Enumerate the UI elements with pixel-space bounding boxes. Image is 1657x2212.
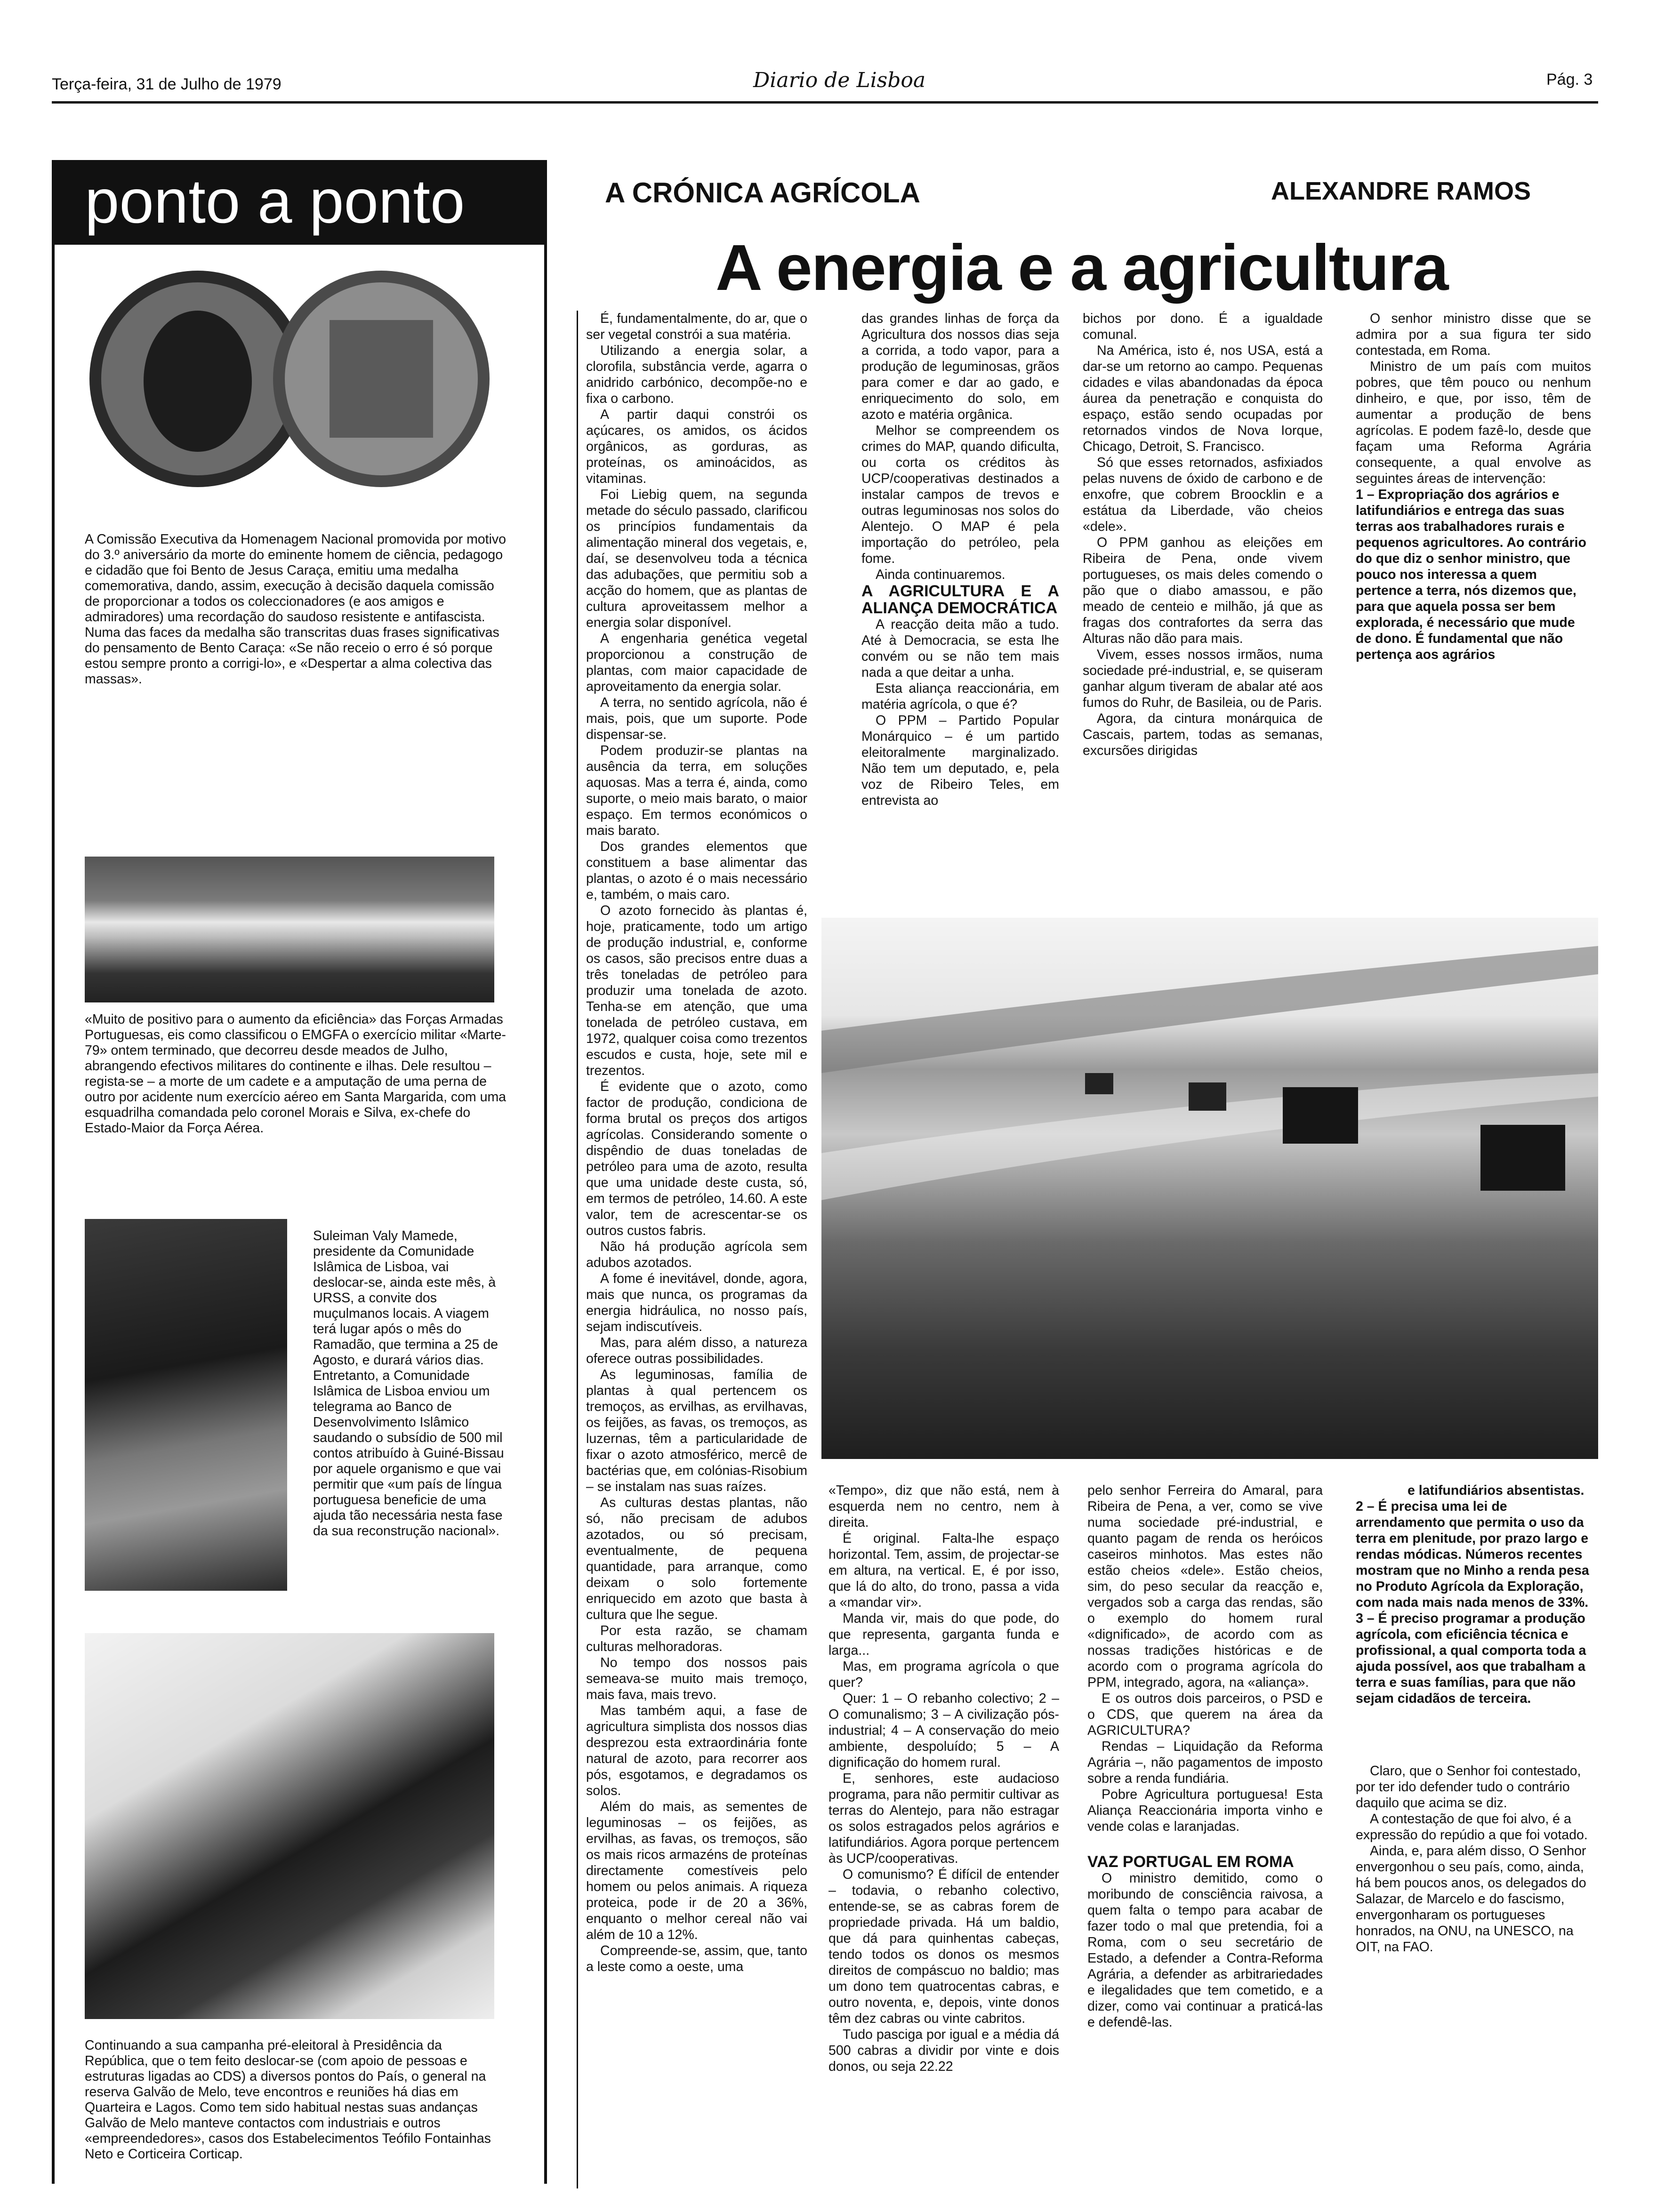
paragraph: Melhor se compreendem os crimes do MAP, quando dificulta, ou corta os créditos às UCP/cooperativas destinados a instalar campos de trevos e outras leguminosas nos solos do Alentejo. O MAP é pela importação do petróleo, pela fome. bbox=[861, 423, 1059, 566]
paragraph: Esta aliança reaccionária, em matéria agrícola, o que é? bbox=[861, 681, 1059, 712]
article-author: ALEXANDRE RAMOS bbox=[1271, 177, 1531, 205]
paragraph: pelo senhor Ferreira do Amaral, para Ribeira de Pena, a ver, como se vive numa sociedade pré-industrial, e quanto pagam de renda os heróicos caseiros minhotos. Mas estes não estão cheios «dele». Estão cheios, sim, do peso secular da reacção e, vergados sob a carga das rendas, são o exemplo do homem rural «dignificado», de acordo com as nossas tradições históricas e de acordo com o programa agrícola do PPM, integrado, agora, na «aliança». bbox=[1087, 1483, 1323, 1690]
paragraph: Ministro de um país com muitos pobres, que têm pouco ou nenhum dinheiro, e que, por isso, têm de aumentar a produção de bens agrícolas. E podem fazê-lo, desde que façam uma Reforma Agrária consequente, a qual envolve as seguintes áreas de intervenção: bbox=[1356, 359, 1591, 486]
paragraph: Mas também aqui, a fase de agricultura simplista dos nossos dias desprezou esta extraordinária fonte natural de azoto, para recorrer aos pós, esgotamos, e degradamos os solos. bbox=[586, 1703, 807, 1798]
paragraph: Tudo pasciga por igual e a média dá 500 cabras a dividir por vinte e dois donos, ou seja 22.22 bbox=[828, 2027, 1059, 2074]
harvest-photo bbox=[821, 918, 1598, 1459]
paragraph: Pobre Agricultura portuguesa! Esta Aliança Reaccionária importa vinho e vende colas e laranjadas. bbox=[1087, 1787, 1323, 1834]
paragraph: das grandes linhas de força da Agricultura dos nossos dias seja a corrida, a todo vapor, para a produção de leguminosas, grãos para comer e dar ao gado, e enriquecimento do solo, em azoto e matéria orgânica. bbox=[861, 311, 1059, 422]
paragraph: É, fundamentalmente, do ar, que o ser vegetal constrói a sua matéria. bbox=[586, 311, 807, 342]
article-headline: A energia e a agricultura bbox=[716, 232, 1448, 304]
paragraph: Podem produzir-se plantas na ausência da terra, em soluções aquosas. Mas a terra é, ainda, como suporte, o meio mais barato, o maior espaço. Em termos económicos o mais barato. bbox=[586, 743, 807, 838]
paragraph: O PPM – Partido Popular Monárquico – é um partido eleitoralmente marginalizado. Não tem um deputado, e, pela voz de Ribeiro Teles, em entrevista ao bbox=[861, 713, 1059, 808]
paragraph: Por esta razão, se chamam culturas melhoradoras. bbox=[586, 1623, 807, 1654]
paragraph: Rendas – Liquidação da Reforma Agrária –, não pagamentos de imposto sobre a renda fundiária. bbox=[1087, 1739, 1323, 1786]
paragraph: Vivem, esses nossos irmãos, numa sociedade pré-industrial, e, se quiseram ganhar algum tiveram de abalar até aos fumos do Ruhr, de Basileia, ou de Paris. bbox=[1083, 647, 1323, 710]
paragraph: As leguminosas, família de plantas à qual pertencem os tremoços, as ervilhas, as ervilhavas, os feijões, as favas, os tremoços, as luzernas, têm a particularidade de fixar o azoto atmosférico, mercê de bactérias que, em colónias-Risobium – se instalam nas suas raízes. bbox=[586, 1367, 807, 1494]
paragraph: Compreende-se, assim, que, tanto a leste como a oeste, uma bbox=[586, 1943, 807, 1974]
header-rule bbox=[52, 101, 1598, 104]
exercise-photo bbox=[85, 857, 494, 1002]
paragraph: O comunismo? É difícil de entender – todavia, o rebanho colectivo, entende-se, se as cabras forem de propriedade privada. Há um baldio, que dá para quinhentas cabeças, tendo todos os donos os mesmos direitos de compáscuo no baldio; mas um dono tem quatrocentas cabras, e outro noventa, e, depois, vinte donos têm dez cabras ou vinte cabritos. bbox=[828, 1867, 1059, 2026]
article-column-2-bottom bbox=[828, 1483, 1059, 2075]
paragraph: As culturas destas plantas, não só, não precisam de adubos azotados, ou só precisam, eventualmente, de pequena quantidade, para arranque, como deixam o solo fortemente enriquecido em azoto que basta à cultura que lhe segue. bbox=[586, 1495, 807, 1622]
exercise-caption: «Muito de positivo para o aumento da eficiência» das Forças Armadas Portuguesas, eis como classificou o EMGFA o exercício militar «Marte-79» ontem terminado, que decorreu desde meados de Julho, abrangendo efectivos militares do continente e ilhas. Dele resultou – regista-se – a morte de um cadete e a amputação de uma perna de outro por acidente num exercício aéreo em Santa Margarida, com uma esquadrilha comandada pelo coronel Morais e Silva, ex-chefe do Estado-Maior da Força Aérea. bbox=[85, 1012, 507, 1136]
masthead: Diario de Lisboa bbox=[753, 68, 926, 92]
paragraph: Na América, isto é, nos USA, está a dar-se um retorno ao campo. Pequenas cidades e vilas abandonadas da época áurea da penetração e conquista do espaço, estão sendo ocupadas por retornados vindos de Nova Iorque, Chicago, Detroit, S. Francisco. bbox=[1083, 343, 1323, 454]
page-number: Pág. 3 bbox=[1546, 71, 1593, 88]
paragraph: O ministro demitido, como o moribundo de consciência raivosa, a quem falta o tempo para acabar de fazer todo o mal que pretendia, foi a Roma, com o seu secretário de Estado, a defender a Contra-Reforma Agrária, a defender as arbitrariedades e ilegalidades que tem cometido, e a dizer, como vai continuar a praticá-las e defendê-las. bbox=[1087, 1871, 1323, 2030]
paragraph: Só que esses retornados, asfixiados pelas nuvens de óxido de carbono e de enxofre, que cobrem Broocklin e a estátua da Liberdade, vão cheios «dele». bbox=[1083, 455, 1323, 534]
paragraph: Ainda continuaremos. bbox=[876, 567, 1005, 582]
article-column-2-top bbox=[861, 311, 1059, 809]
paragraph: Manda vir, mais do que pode, do que representa, garganta funda e larga... bbox=[828, 1611, 1059, 1658]
list-item: 2 – É precisa uma lei de arrendamento que permita o uso da terra em plenitude, por prazo largo e rendas módicas. Números recentes mostram que no Minho a renda pesa no Produto Agrícola da Exploração, com nada mais nada menos de 33%. bbox=[1356, 1499, 1589, 1610]
paragraph: Não há produção agrícola sem adubos azotados. bbox=[586, 1239, 807, 1270]
paragraph: Mas, para além disso, a natureza oferece outras possibilidades. bbox=[586, 1335, 807, 1366]
paragraph: Foi Liebig quem, na segunda metade do século passado, clarificou os princípios fundamentais da alimentação mineral dos vegetais, e, daí, se desenvolveu toda a técnica das adubações, que permitiu sob a acção do homem, que as plantas de cultura aproveitassem melhor a energia solar disponível. bbox=[586, 487, 807, 630]
suleiman-photo bbox=[85, 1219, 287, 1591]
paragraph: O azoto fornecido às plantas é, hoje, praticamente, todo um artigo de produção industrial, e, conforme os casos, são precisos entre duas a três toneladas de petróleo para produzir uma tonelada de azoto. Tenha-se em atenção, que uma tonelada de petróleo custava, em 1972, qualquer coisa como trezentos escudos e custa, hoje, sete mil e trezentos. bbox=[586, 903, 807, 1078]
paragraph: A terra, no sentido agrícola, não é mais, pois, que um suporte. Pode dispensar-se. bbox=[586, 695, 807, 742]
paragraph: Mas, em programa agrícola o que quer? bbox=[828, 1659, 1059, 1690]
galvao-photo bbox=[85, 1633, 494, 2019]
subheading: VAZ PORTUGAL EM ROMA bbox=[1087, 1853, 1294, 1871]
subheading: A AGRICULTURA E A ALIANÇA DEMOCRÁTICA bbox=[861, 582, 1059, 617]
header-date: Terça-feira, 31 de Julho de 1979 bbox=[52, 75, 282, 93]
paragraph: Utilizando a energia solar, a clorofila, substância verde, agarra o anidrido carbónico, decompõe-no e fixa o carbono. bbox=[586, 343, 807, 406]
paragraph: No tempo dos nossos pais semeava-se muito mais tremoço, mais fava, mais trevo. bbox=[586, 1655, 807, 1702]
paragraph: A partir daqui constrói os açúcares, os amidos, os ácidos orgânicos, as gorduras, as proteínas, os aminoácidos, as vitaminas. bbox=[586, 407, 807, 486]
article-column-1 bbox=[586, 311, 807, 1975]
galvao-caption: Continuando a sua campanha pré-eleitoral à Presidência da República, que o tem feito deslocar-se (com apoio de pessoas e estruturas ligadas ao CDS) a diversos pontos do País, o general na reserva Galvão de Melo, teve encontros e reuniões há dias em Quarteira e Lagos. Como tem sido habitual nestas suas andanças Galvão de Melo manteve contactos com industriais e outros «empreendedores», casos dos Estabelecimentos Teófilo Fontainhas Neto e Corticeira Corticap. bbox=[85, 2038, 491, 2162]
paragraph: E os outros dois parceiros, o PSD e o CDS, que querem na área da AGRICULTURA? bbox=[1087, 1691, 1323, 1738]
paragraph: A fome é inevitável, donde, agora, mais que nunca, os programas da energia hidráulica, no nosso país, sejam indiscutíveis. bbox=[586, 1271, 807, 1334]
paragraph: «Tempo», diz que não está, nem à esquerda nem no centro, nem à direita. bbox=[828, 1483, 1059, 1530]
paragraph: A reacção deita mão a tudo. Até à Democracia, se esta lhe convém ou se não tem mais nada a que deitar a unha. bbox=[861, 617, 1059, 680]
medal-caption: A Comissão Executiva da Homenagem Nacional promovida por motivo do 3.º aniversário da morte do eminente homem de ciência, pedagogo e cidadão que foi Bento de Jesus Caraça, emitiu uma medalha comemorativa, dando, assim, execução à decisão daquela comissão de proporcionar a todos os coleccionadores (e aos amigos e admiradores) uma recordação do saudoso resistente e antifascista. Numa das faces da medalha são transcritas duas frases significativas do pensamento de Bento Caraça: «Se não receio o erro é só porque estou sempre pronto a corrigi-lo», e «Despertar a alma colectiva das massas». bbox=[85, 532, 507, 687]
sidebar-title: ponto a ponto bbox=[52, 160, 544, 245]
list-item: e latifundiários absentistas. bbox=[1408, 1483, 1585, 1498]
paragraph: bichos por dono. É a igualdade comunal. bbox=[1083, 311, 1323, 342]
paragraph: É evidente que o azoto, como factor de produção, condiciona de forma brutal os preços dos artigos agrícolas. Considerando somente o dispêndio de duas toneladas de petróleo para uma de azoto, resulta que uma unidade deste custa, só, em termos de petróleo, 14.60. A este valor, tem de acrescentar-se os outros custos fabris. bbox=[586, 1079, 807, 1238]
paragraph: Claro, que o Senhor foi contestado, por ter ido defender tudo o contrário daquilo que acima se diz. bbox=[1356, 1763, 1581, 1811]
paragraph: Agora, da cintura monárquica de Cascais, partem, todas as semanas, excursões dirigidas bbox=[1083, 711, 1323, 758]
paragraph: É original. Falta-lhe espaço horizontal. Tem, assim, de projectar-se em altura, na vertical. E, é por isso, que lá do alto, do trono, passa a vida a «mandar vir». bbox=[828, 1531, 1059, 1610]
paragraph: Além do mais, as sementes de leguminosas – os feijões, as ervilhas, as favas, os tremoços, são os mais ricos armazéns de proteínas directamente comestíveis pelo homem ou pelos animais. A riqueza proteica, pode ir de 20 a 36%, enquanto o melhor cereal não vai além de 10 a 12%. bbox=[586, 1799, 807, 1942]
article-column-3-top bbox=[1083, 311, 1323, 759]
suleiman-caption: Suleiman Valy Mamede, presidente da Comunidade Islâmica de Lisboa, vai deslocar-se, ainda este mês, à URSS, a convite dos muçulmanos locais. A viagem terá lugar após o mês do Ramadão, que termina a 25 de Agosto, e durará vários dias. Entretanto, a Comunidade Islâmica de Lisboa enviou um telegrama ao Banco de Desenvolvimento Islâmico saudando o subsídio de 500 mil contos atribuído à Guiné-Bissau por aquele organismo e que vai permitir que «um país de língua portuguesa beneficie de uma ajuda tão necessária nesta fase da sua reconstrução nacional». bbox=[313, 1228, 504, 1539]
medal-photo bbox=[85, 264, 494, 494]
paragraph: Ainda, e, para além disso, O Senhor envergonhou o seu país, como, ainda, há bem poucos anos, os delegados do Salazar, de Marcelo e do fascismo, envergonharam os portugueses honrados, na ONU, na UNESCO, na OIT, na FAO. bbox=[1356, 1843, 1586, 1955]
list-item: 3 – É preciso programar a produção agrícola, com eficiência técnica e profissional, a qual comporta toda a ajuda possível, aos que trabalham a terra e suas famílias, para que não sejam cidadãos de terceira. bbox=[1356, 1611, 1586, 1706]
paragraph: Dos grandes elementos que constituem a base alimentar das plantas, o azoto é o mais necessário e, também, o mais caro. bbox=[586, 839, 807, 902]
list-item: 1 – Expropriação dos agrários e latifundiários e entrega das suas terras aos trabalhadores rurais e pequenos agricultores. Ao contrário do que diz o senhor ministro, que pouco nos interessa a quem pertence a terra, nós dizemos que, para que aquela possa ser bem explorada, é necessário que mude de dono. É fundamental que não pertença aos agrários bbox=[1356, 487, 1586, 662]
article-column-4-bottom bbox=[1356, 1483, 1591, 1955]
paragraph: A engenharia genética vegetal proporcionou a construção de plantas, com maior capacidade de aproveitamento da energia solar. bbox=[586, 631, 807, 694]
paragraph: Quer: 1 – O rebanho colectivo; 2 – O comunalismo; 3 – A civilização pós-industrial; 4 – A conservação do meio ambiente, despoluído; 5 – A dignificação do homem rural. bbox=[828, 1691, 1059, 1770]
paragraph: E, senhores, este audacioso programa, para não permitir cultivar as terras do Alentejo, para não estragar os solos estragados pelos agrários e latifundiários. Agora porque pertencem às UCP/cooperativas. bbox=[828, 1771, 1059, 1866]
section-title: A CRÓNICA AGRÍCOLA bbox=[605, 177, 920, 208]
article-column-4-top bbox=[1356, 311, 1591, 663]
column-rule bbox=[577, 311, 578, 2188]
article-column-3-bottom bbox=[1087, 1483, 1323, 2030]
paragraph: O senhor ministro disse que se admira por a sua figura ter sido contestada, em Roma. bbox=[1356, 311, 1591, 358]
paragraph: O PPM ganhou as eleições em Ribeira de Pena, onde vivem portugueses, os mais deles comendo o pão que o diabo amassou, e pão meado de centeio e milhão, já que as fragas dos contrafortes da serra das Alturas não dão para mais. bbox=[1083, 535, 1323, 646]
paragraph: A contestação de que foi alvo, é a expressão do repúdio a que foi votado. bbox=[1356, 1811, 1588, 1843]
